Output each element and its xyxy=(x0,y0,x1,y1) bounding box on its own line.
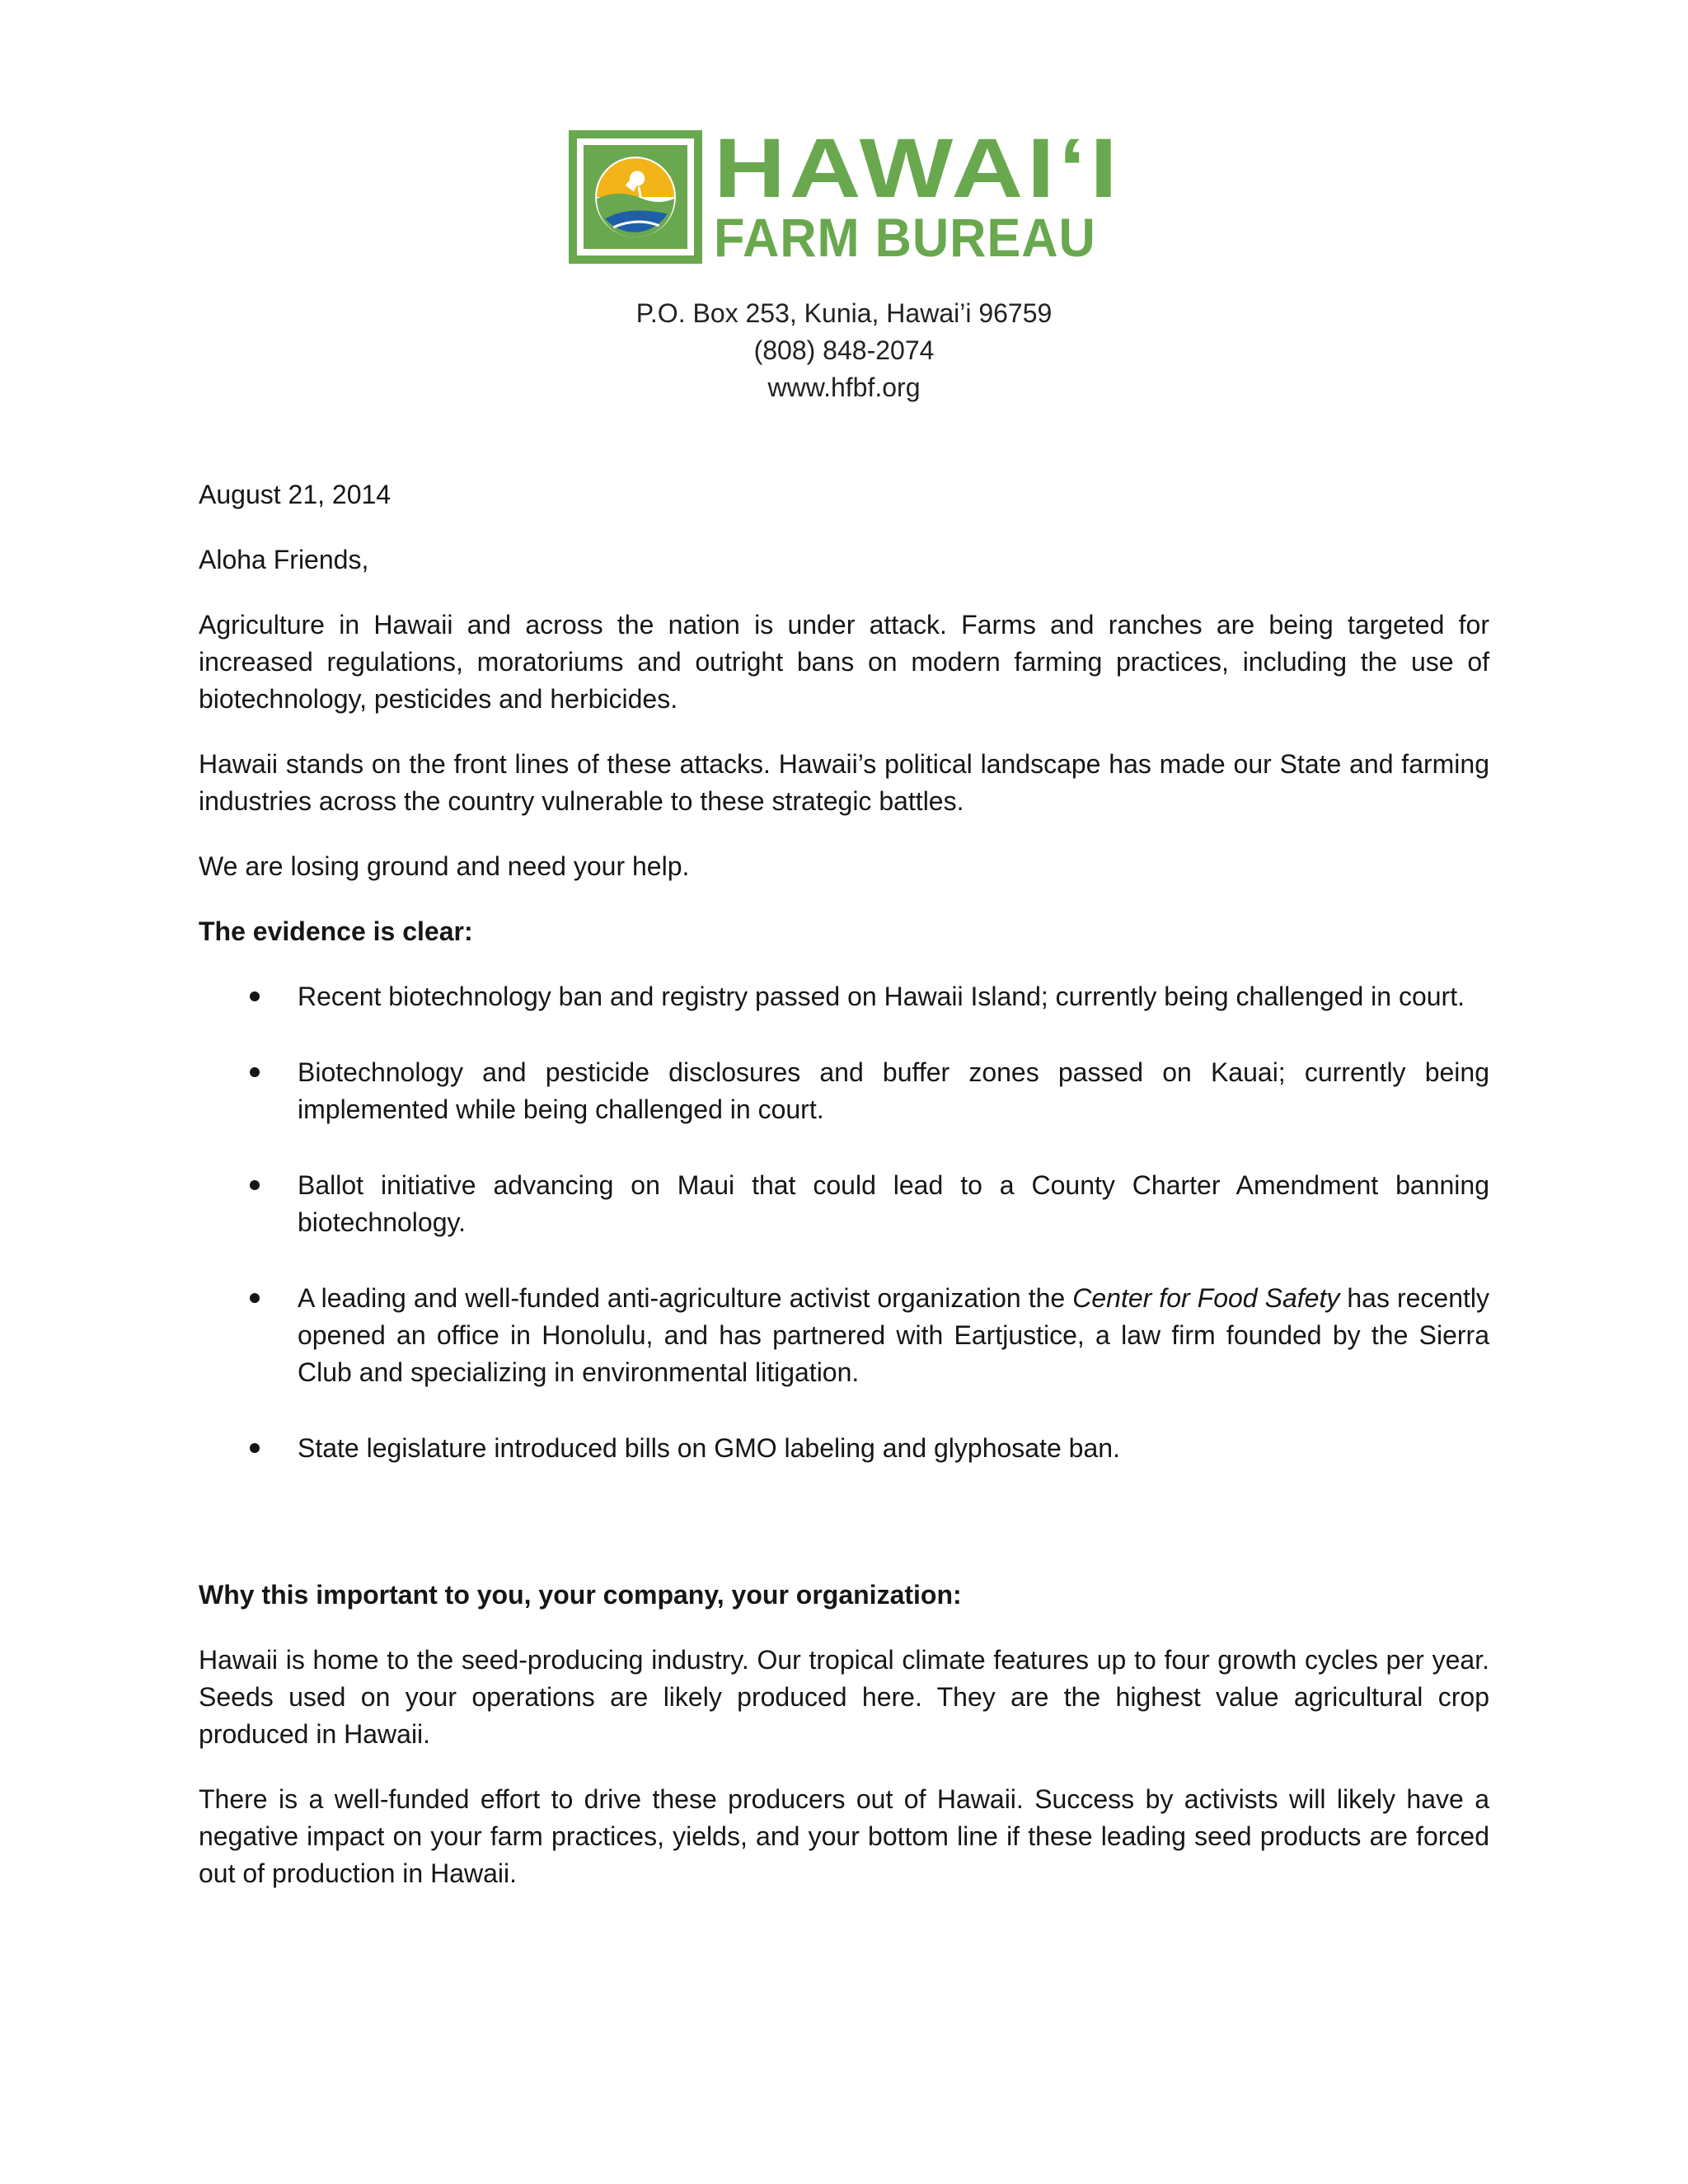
website-link[interactable]: www.hfbf.org xyxy=(767,373,921,402)
list-item: Biotechnology and pesticide disclosures and buffer zones passed on Kauai; currently being implemented while being challenged in court. xyxy=(199,1054,1489,1128)
farm-bureau-emblem-icon xyxy=(593,155,678,239)
paragraph-2: Hawaii stands on the front lines of these attacks. Hawaii’s political landscape has made our State and farming industries across the country vulnerable to these strategic battles. xyxy=(199,749,1489,816)
list-item: State legislature introduced bills on GMO labeling and glyphosate ban. xyxy=(199,1430,1489,1467)
bullet-icon xyxy=(250,1180,260,1190)
organization-name: Center for Food Safety xyxy=(1072,1283,1340,1313)
paragraph-3: We are losing ground and need your help. xyxy=(199,851,690,881)
paragraph-1: Agriculture in Hawaii and across the nation is under attack. Farms and ranches are being targeted for increased regulations, moratoriums and outright bans on modern farming practices, including the use of biotechnology, pesticides and herbicides. xyxy=(199,610,1489,714)
logo-subtitle: FARM BUREAU xyxy=(714,207,1096,268)
salutation: Aloha Friends, xyxy=(199,545,369,574)
list-item: A leading and well-funded anti-agriculture activist organization the Center for Food Safety has recently opened an office in Honolulu, and has partnered with Eartjustice, a law firm founded by the Sierra Club and specializing in environmental litigation. xyxy=(199,1280,1489,1391)
letter-body xyxy=(199,476,1489,1920)
hawaii-farm-bureau-logo xyxy=(569,121,1122,268)
evidence-heading: The evidence is clear: xyxy=(199,916,473,946)
list-item: Recent biotechnology ban and registry passed on Hawaii Island; currently being challenged in court. xyxy=(199,978,1489,1015)
why-heading: Why this important to you, your company, your organization: xyxy=(199,1580,962,1610)
bullet-icon xyxy=(250,1443,260,1453)
phone: (808) 848-2074 xyxy=(753,335,935,365)
bullet-icon xyxy=(250,1293,260,1303)
paragraph-5: There is a well-funded effort to drive these producers out of Hawaii. Success by activists will likely have a negative impact on your farm practices, yields, and your bottom line if these leading seed products are forced out of production in Hawaii. xyxy=(199,1784,1489,1888)
letter-date: August 21, 2014 xyxy=(199,480,392,509)
bullet-icon xyxy=(250,991,260,1001)
contact-block xyxy=(0,295,1688,406)
evidence-list xyxy=(199,978,1489,1467)
paragraph-4: Hawaii is home to the seed-producing industry. Our tropical climate features up to four growth cycles per year. Seeds used on your operations are likely produced here. They are the highest value agricultural crop produced in Hawaii. xyxy=(199,1645,1489,1749)
list-item: Ballot initiative advancing on Maui that could lead to a County Charter Amendment banning biotechnology. xyxy=(199,1167,1489,1241)
logo-frame xyxy=(569,130,702,264)
address: P.O. Box 253, Kunia, Hawai’i 96759 xyxy=(635,298,1053,328)
logo-title: HAWAIʻI xyxy=(714,121,1122,215)
bullet-icon xyxy=(250,1067,260,1077)
